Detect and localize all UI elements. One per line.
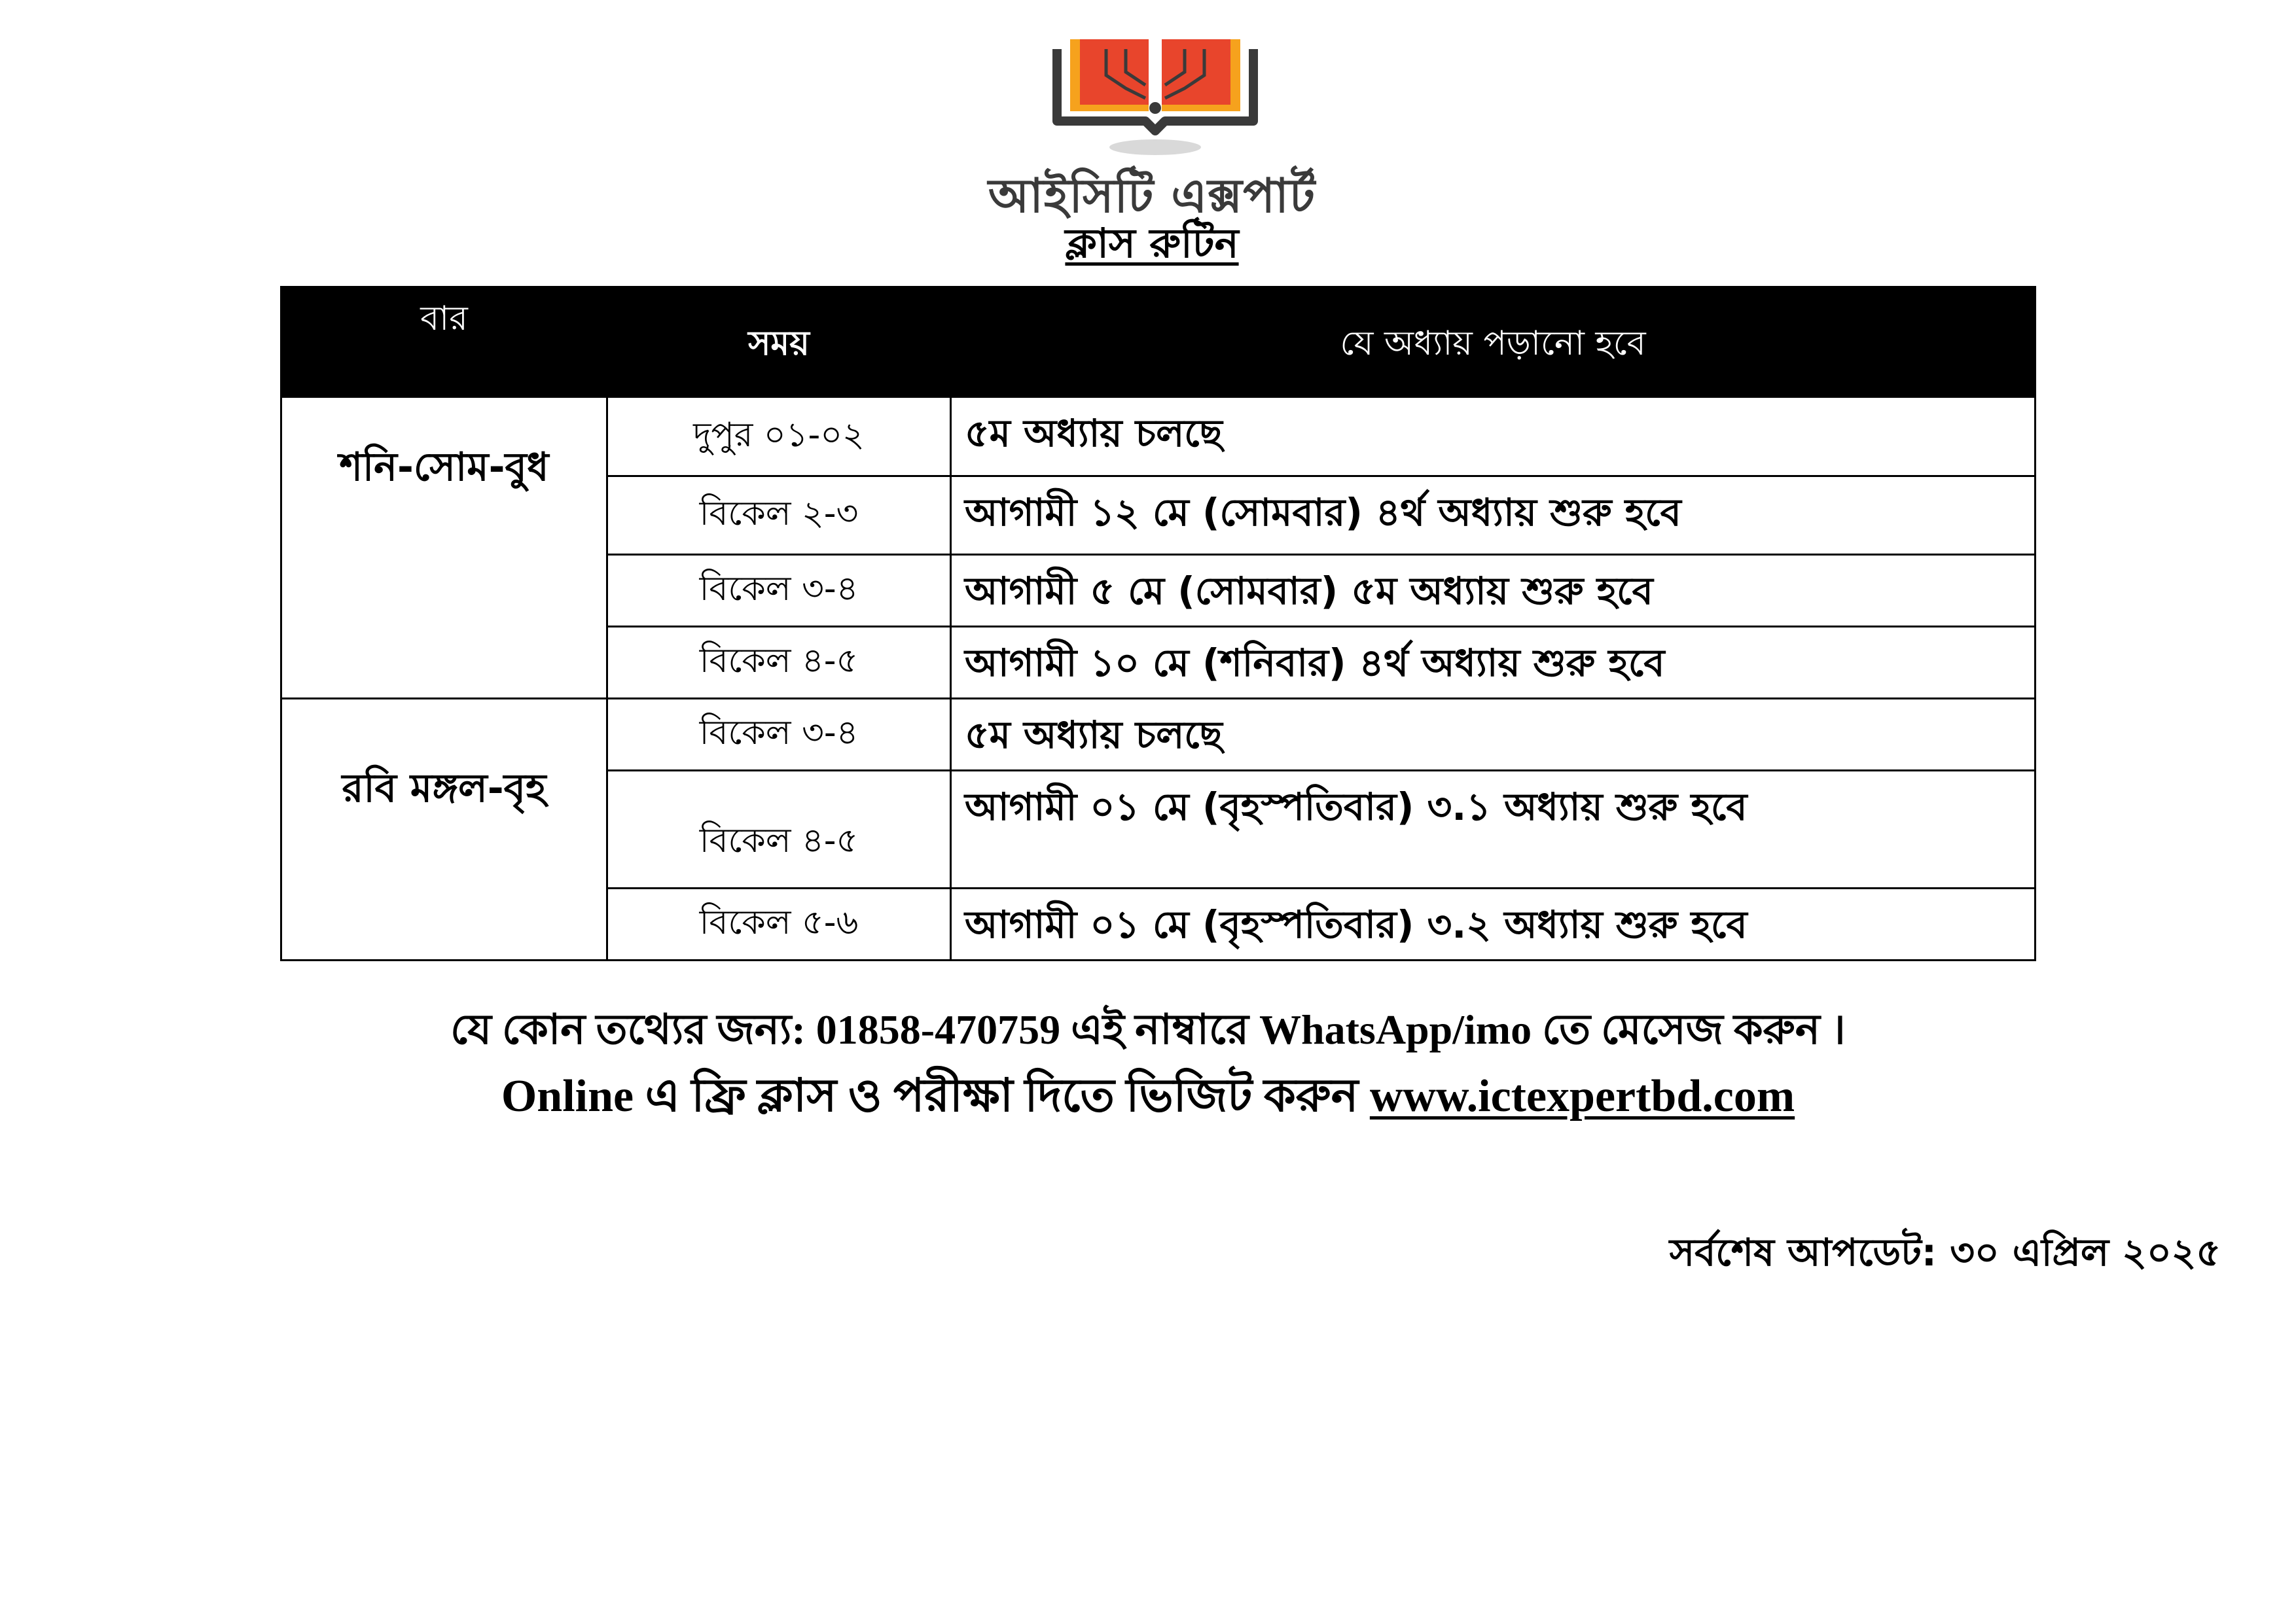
time-cell: বিকেল ২-৩	[607, 476, 951, 555]
day-label: রবি মঙ্গল-বৃহ	[342, 766, 547, 811]
chapter-cell: আগামী ০১ মে (বৃহস্পতিবার) ৩.১ অধ্যায় শুরু হবে	[951, 771, 2036, 889]
table-row	[281, 397, 2036, 476]
chapter-cell: ৫ম অধ্যায় চলছে	[951, 699, 2036, 771]
day-cell	[281, 699, 607, 961]
time-cell: বিকেল ৪-৫	[607, 627, 951, 699]
last-update: সর্বশেষ আপডেট: ৩০ এপ্রিল ২০২৫	[1669, 1230, 2221, 1275]
table-row	[281, 699, 2036, 771]
time-cell: বিকেল ৩-৪	[607, 699, 951, 771]
table-header-row	[281, 287, 2036, 397]
website-link[interactable]: www.ictexpertbd.com	[1369, 1071, 1795, 1121]
day-label: শনি-সোম-বুধ	[339, 444, 549, 490]
brand-logo-text: আইসিটি এক্সপার্ট	[988, 168, 1316, 223]
chapter-cell: আগামী ০১ মে (বৃহস্পতিবার) ৩.২ অধ্যায় শুরু হবে	[951, 889, 2036, 961]
header-day: বার	[281, 287, 607, 397]
day-cell	[281, 397, 607, 699]
chapter-cell: ৫ম অধ্যায় চলছে	[951, 397, 2036, 476]
time-cell: দুপুর ০১-০২	[607, 397, 951, 476]
page-title: ক্লাস রুটিন	[1065, 219, 1239, 267]
time-cell: বিকেল ৩-৪	[607, 555, 951, 627]
chapter-cell: আগামী ৫ মে (সোমবার) ৫ম অধ্যায় শুরু হবে	[951, 555, 2036, 627]
chapter-cell: আগামী ১০ মে (শনিবার) ৪র্থ অধ্যায় শুরু হবে	[951, 627, 2036, 699]
header-chapter: যে অধ্যায় পড়ানো হবে	[951, 287, 2036, 397]
online-text: Online এ ফ্রি ক্লাস ও পরীক্ষা দিতে ভিজিট করুন	[501, 1071, 1370, 1121]
time-cell: বিকেল ৫-৬	[607, 889, 951, 961]
logo-book-icon	[1047, 36, 1263, 160]
contact-info: যে কোন তথ্যের জন্য: 01858-470759 এই নাম্বারে WhatsApp/imo তে মেসেজ করুন ।	[450, 1006, 1846, 1053]
header-time: সময়	[607, 287, 951, 397]
class-routine-table	[280, 286, 2036, 961]
time-cell: বিকেল ৪-৫	[607, 771, 951, 889]
online-info	[0, 1060, 2296, 1137]
chapter-cell: আগামী ১২ মে (সোমবার) ৪র্থ অধ্যায় শুরু হবে	[951, 476, 2036, 555]
